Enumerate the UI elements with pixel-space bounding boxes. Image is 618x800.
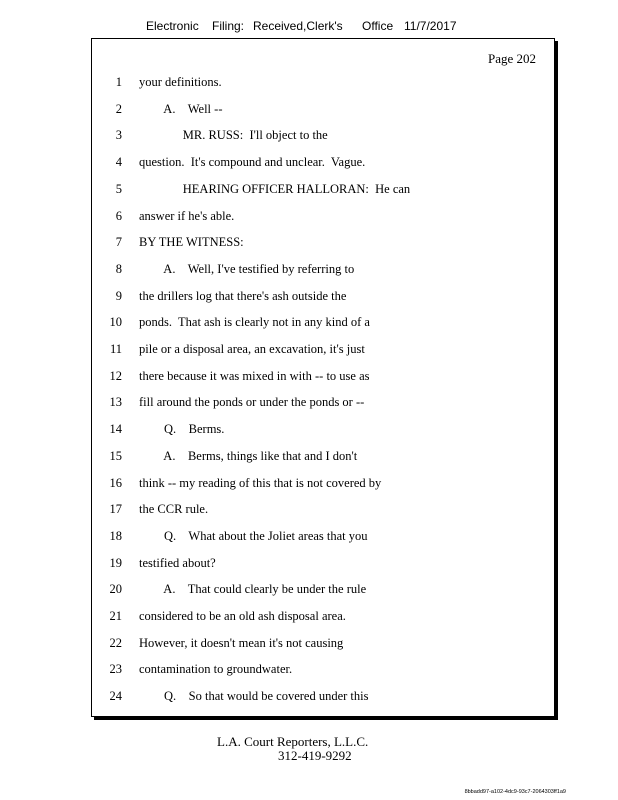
line-text: MR. RUSS: I'll object to the [139,128,328,143]
line-number: 21 [109,609,122,623]
line-number: 19 [109,555,122,570]
line-number: 9 [115,288,122,303]
line-text: the CCR rule. [139,502,209,517]
line-text: Q. What about the Joliet areas that you [139,528,368,543]
line-number: 16 [109,475,122,490]
transcript-page [91,38,555,717]
line-text: question. It's compound and unclear. Vague. [139,155,366,170]
line-text: Q. So that would be covered under this [139,689,369,704]
line-text: fill around the ponds or under the ponds or -- [139,395,365,410]
document-id: 8bbadd97-a102-4dc9-93c7-2064303ff1a9 [464,789,566,795]
header-word-received: Received,Clerk's [253,19,343,33]
line-number: 15 [109,448,122,463]
line-number: 2 [115,101,122,116]
line-text: contamination to groundwater. [139,662,293,677]
line-text: your definitions. [139,75,222,89]
line-text: pile or a disposal area, an excavation, it's just [139,342,365,356]
line-number: 1 [115,75,122,89]
header-word-office: Office [362,19,394,33]
line-number: 7 [115,235,122,250]
line-number: 12 [109,368,122,383]
line-text: A. That could clearly be under the rule [139,582,367,597]
header-word-electronic: Electronic [146,19,199,33]
line-number: 11 [109,342,122,356]
line-text: considered to be an old ash disposal area. [139,609,346,623]
line-text: there because it was mixed in with -- to use as [139,368,370,383]
line-text: Q. Berms. [139,422,225,437]
line-text: A. Well, I've testified by referring to [139,261,355,276]
line-text: the drillers log that there's ash outside the [139,288,347,303]
page-number: Page 202 [487,51,536,66]
line-number: 5 [115,181,122,196]
reporter-phone: 312-419-9292 [278,748,352,763]
line-number: 20 [109,582,122,597]
line-number: 3 [115,128,122,143]
line-text: A. Berms, things like that and I don't [139,448,358,463]
line-text: HEARING OFFICER HALLORAN: He can [139,181,411,196]
line-number: 8 [115,261,122,276]
line-number: 24 [109,689,122,704]
line-number: 17 [109,502,122,517]
line-number: 22 [109,635,122,650]
line-text: A. Well -- [139,101,223,116]
header-date: 11/7/2017 [404,19,457,33]
line-text: However, it doesn't mean it's not causing [139,635,344,650]
line-text: BY THE WITNESS: [139,235,244,250]
line-number: 13 [109,395,122,410]
line-text: think -- my reading of this that is not covered by [139,475,382,490]
line-number: 4 [115,155,122,170]
line-text: testified about? [139,555,216,570]
line-number: 14 [109,422,122,437]
line-number: 6 [115,208,122,223]
header-word-filing: Filing: [212,19,245,33]
line-text: answer if he's able. [139,208,235,223]
line-number: 18 [109,528,122,543]
reporter-company: L.A. Court Reporters, L.L.C. [217,734,369,749]
line-number: 23 [109,662,122,677]
line-text: ponds. That ash is clearly not in any kind of a [139,315,370,330]
line-number: 10 [109,315,122,330]
